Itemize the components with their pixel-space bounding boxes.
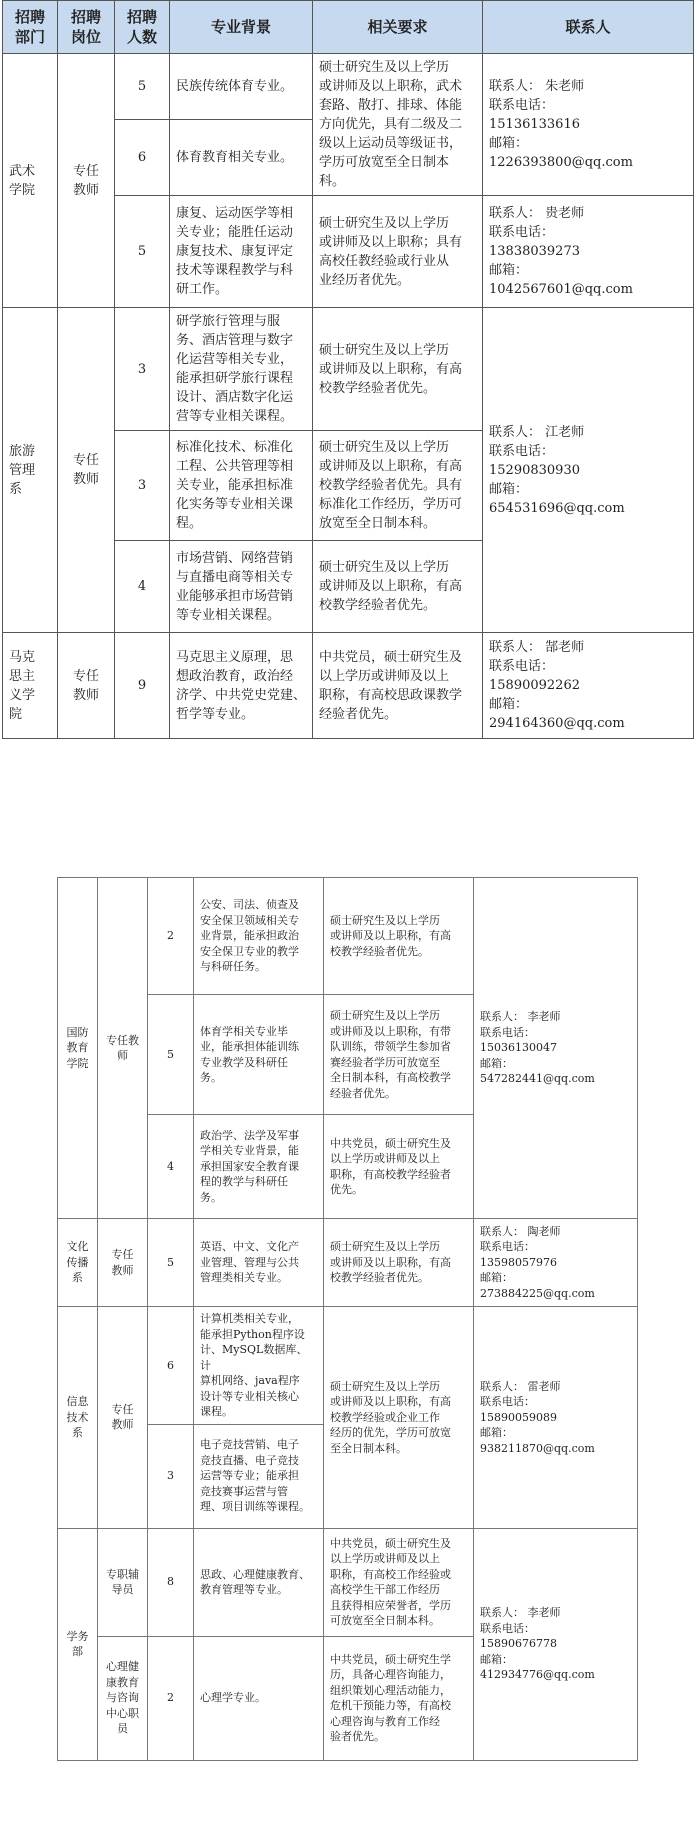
major-cell: 市场营销、网络营销 与直播电商等相关专 业能够承担市场营销 等专业相关课程。 <box>170 541 313 633</box>
requirements-cell: 硕士研究生及以上学历 或讲师及以上职称，有高 校教学经验或企业工作 经历的优先，学历可放宽 至全日制本科。 <box>324 1307 474 1529</box>
contact-cell: 联系人： 贵老师 联系电话： 13838039273 邮箱： 1042567601@qq.com <box>483 196 694 308</box>
table-row <box>3 633 694 739</box>
requirements-cell: 硕士研究生及以上学历 或讲师及以上职称，有高 校教学经验者优先。 <box>324 878 474 995</box>
contact-cell: 联系人： 郜老师 联系电话： 15890092262 邮箱： 294164360@qq.com <box>483 633 694 739</box>
major-cell: 民族传统体育专业。 <box>170 54 313 120</box>
table-header-row <box>3 1 694 54</box>
requirements-cell: 硕士研究生及以上学历 或讲师及以上职称，有高 校教学经验者优先。 <box>313 541 483 633</box>
requirements-cell: 中共党员，硕士研究生及 以上学历或讲师及以上 职称，有高校思政课教学 经验者优先。 <box>313 633 483 739</box>
count-cell: 6 <box>115 119 170 195</box>
major-cell: 心理学专业。 <box>194 1636 324 1760</box>
count-cell: 2 <box>148 1636 194 1760</box>
contact-cell: 联系人： 朱老师 联系电话： 15136133616 邮箱： 1226393800@qq.com <box>483 54 694 196</box>
dept-cell: 马克 思主 义学 院 <box>3 633 58 739</box>
requirements-cell: 硕士研究生及以上学历 或讲师及以上职称，有高 校教学经验者优先。 <box>313 308 483 431</box>
contact-cell: 联系人： 江老师 联系电话： 15290830930 邮箱： 654531696@qq.com <box>483 308 694 633</box>
table-row <box>58 1528 638 1636</box>
header-dept: 招聘 部门 <box>3 1 58 54</box>
table-row <box>3 308 694 431</box>
dept-cell: 文化 传播 系 <box>58 1219 98 1307</box>
header-contact: 联系人 <box>483 1 694 54</box>
dept-cell: 信息 技术 系 <box>58 1307 98 1529</box>
major-cell: 研学旅行管理与服 务、酒店管理与数字 化运营等相关专业， 能承担研学旅行课程 设计、酒店数字化运 营等专业相关课程。 <box>170 308 313 431</box>
dept-cell: 武术 学院 <box>3 54 58 308</box>
requirements-cell: 硕士研究生及以上学历 或讲师及以上职称；具有 高校任教经验或行业从 业经历者优先。 <box>313 196 483 308</box>
header-count: 招聘 人数 <box>115 1 170 54</box>
post-cell: 专任 教师 <box>98 1307 148 1529</box>
major-cell: 计算机类相关专业， 能承担Python程序设 计、MySQL数据库、计 算机网络、java程序 设计等专业相关核心 课程。 <box>194 1307 324 1425</box>
requirements-cell: 中共党员，硕士研究生学 历，具备心理咨询能力， 组织策划心理活动能力， 危机干预能力等，有高校 心理咨询与教育工作经 验者优先。 <box>324 1636 474 1760</box>
dept-cell: 旅游 管理 系 <box>3 308 58 633</box>
count-cell: 8 <box>148 1528 194 1636</box>
count-cell: 3 <box>148 1424 194 1528</box>
major-cell: 政治学、法学及军事 学相关专业背景，能 承担国家安全教育课 程的教学与科研任 务。 <box>194 1115 324 1219</box>
requirements-cell: 硕士研究生及以上学历 或讲师及以上职称，有高 校教学经验者优先。 <box>324 1219 474 1307</box>
header-major: 专业背景 <box>170 1 313 54</box>
major-cell: 思政、心理健康教育、 教育管理等专业。 <box>194 1528 324 1636</box>
count-cell: 9 <box>115 633 170 739</box>
major-cell: 标准化技术、标准化 工程、公共管理等相 关专业，能承担标准 化实务等专业相关课 程。 <box>170 431 313 541</box>
requirements-cell: 中共党员，硕士研究生及 以上学历或讲师及以上 职称，有高校工作经验或 高校学生干部工作经历 且获得相应荣誉者，学历 可放宽至全日制本科。 <box>324 1528 474 1636</box>
count-cell: 5 <box>148 995 194 1115</box>
major-cell: 马克思主义原理，思 想政治教育，政治经 济学、中共党史党建、 哲学等专业。 <box>170 633 313 739</box>
table-row <box>3 54 694 120</box>
post-cell: 专任 教师 <box>58 54 115 308</box>
dept-cell: 国防 教育 学院 <box>58 878 98 1219</box>
major-cell: 英语、中文、文化产 业管理、管理与公共 管理类相关专业。 <box>194 1219 324 1307</box>
recruitment-table-part1 <box>2 0 694 739</box>
contact-cell: 联系人： 李老师 联系电话： 15036130047 邮箱： 547282441@qq.com <box>474 878 638 1219</box>
count-cell: 4 <box>148 1115 194 1219</box>
post-cell: 心理健 康教育 与咨询 中心职 员 <box>98 1636 148 1760</box>
major-cell: 公安、司法、侦查及 安全保卫领域相关专 业背景，能承担政治 安全保卫专业的教学 与科研任务。 <box>194 878 324 995</box>
requirements-cell: 硕士研究生及以上学历 或讲师及以上职称，有带 队训练，带领学生参加省 赛经验者学历可放宽至 全日制本科，有高校教学 经验者优先。 <box>324 995 474 1115</box>
major-cell: 体育教育相关专业。 <box>170 119 313 195</box>
table-row <box>58 878 638 995</box>
contact-cell: 联系人： 李老师 联系电话： 15890676778 邮箱： 412934776@qq.com <box>474 1528 638 1760</box>
post-cell: 专任教 师 <box>98 878 148 1219</box>
table-row <box>58 1219 638 1307</box>
recruitment-table-part2 <box>57 877 638 1761</box>
count-cell: 4 <box>115 541 170 633</box>
major-cell: 体育学相关专业毕 业，能承担体能训练 专业教学及科研任 务。 <box>194 995 324 1115</box>
major-cell: 电子竞技营销、电子 竞技直播、电子竞技 运营等专业；能承担 竞技赛事运营与管 理、项目训练等课程。 <box>194 1424 324 1528</box>
count-cell: 5 <box>115 54 170 120</box>
requirements-cell: 硕士研究生及以上学历 或讲师及以上职称，武术 套路、散打、排球、体能 方向优先，具有二级及二 级以上运动员等级证书， 学历可放宽至全日制本 科。 <box>313 54 483 196</box>
dept-cell: 学务 部 <box>58 1528 98 1760</box>
count-cell: 3 <box>115 431 170 541</box>
requirements-cell: 硕士研究生及以上学历 或讲师及以上职称，有高 校教学经验者优先。具有 标准化工作经历，学历可 放宽至全日制本科。 <box>313 431 483 541</box>
count-cell: 5 <box>148 1219 194 1307</box>
post-cell: 专任 教师 <box>98 1219 148 1307</box>
post-cell: 专任 教师 <box>58 308 115 633</box>
contact-cell: 联系人： 陶老师 联系电话： 13598057976 邮箱： 273884225@qq.com <box>474 1219 638 1307</box>
header-post: 招聘 岗位 <box>58 1 115 54</box>
header-requirements: 相关要求 <box>313 1 483 54</box>
requirements-cell: 中共党员，硕士研究生及 以上学历或讲师及以上 职称，有高校教学经验者 优先。 <box>324 1115 474 1219</box>
contact-cell: 联系人： 雷老师 联系电话： 15890059089 邮箱： 938211870@qq.com <box>474 1307 638 1529</box>
count-cell: 6 <box>148 1307 194 1425</box>
post-cell: 专职辅 导员 <box>98 1528 148 1636</box>
count-cell: 3 <box>115 308 170 431</box>
count-cell: 5 <box>115 196 170 308</box>
major-cell: 康复、运动医学等相 关专业；能胜任运动 康复技术、康复评定 技术等课程教学与科 研工作。 <box>170 196 313 308</box>
post-cell: 专任 教师 <box>58 633 115 739</box>
table-row <box>58 1307 638 1425</box>
count-cell: 2 <box>148 878 194 995</box>
